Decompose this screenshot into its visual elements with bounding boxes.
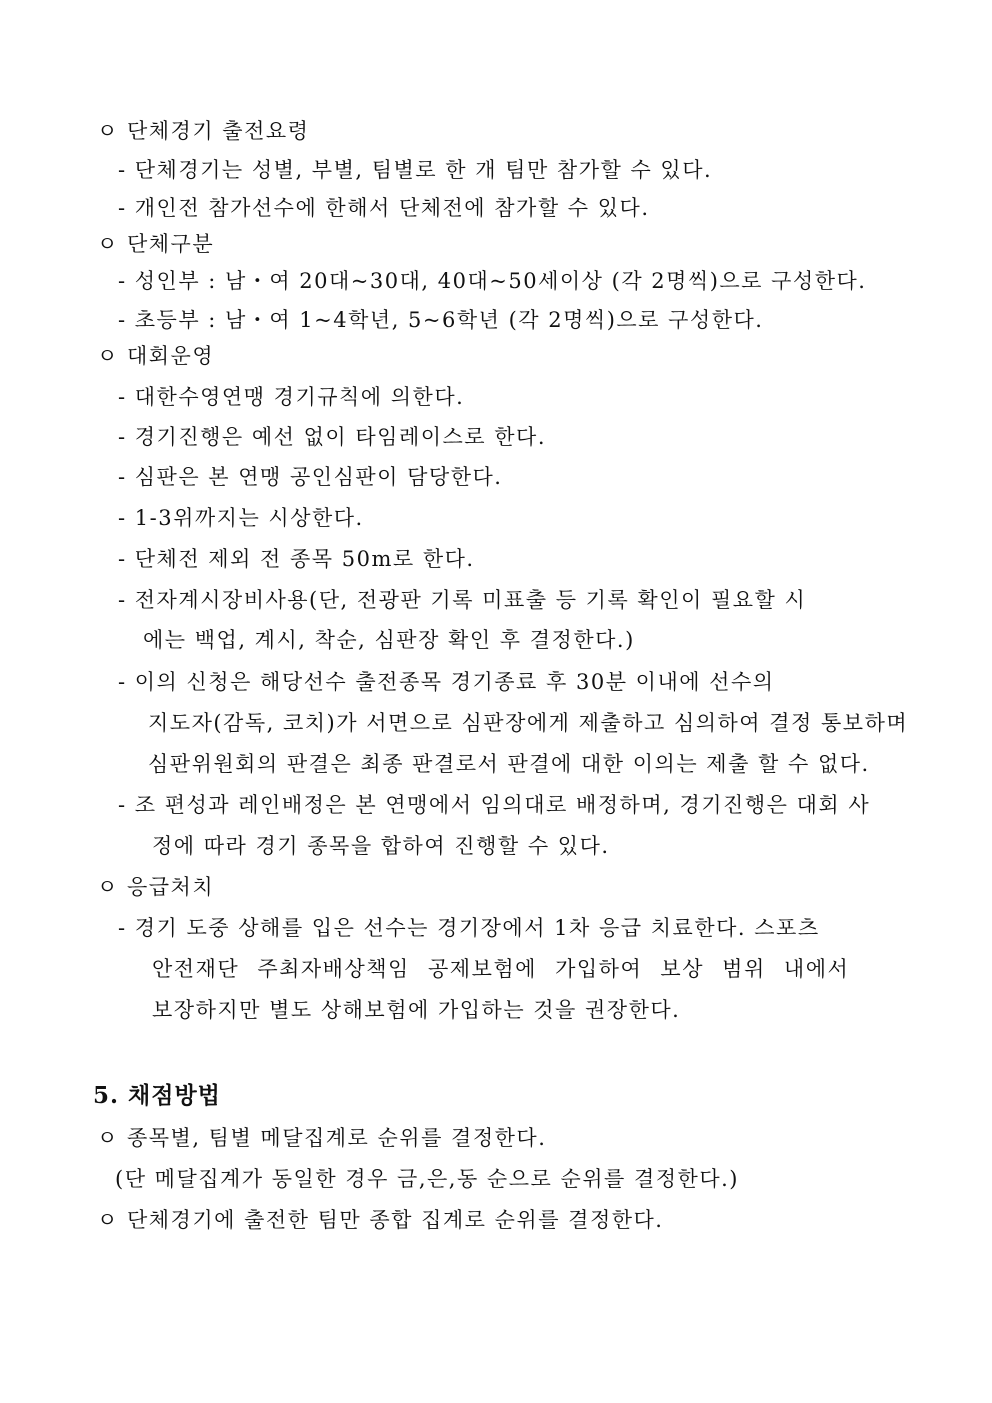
- list-item: - 전자계시장비사용(단, 전광판 기록 미표출 등 기록 확인이 필요할 시: [118, 588, 807, 612]
- list-item: ㅇ 단체경기에 출전한 팀만 종합 집계로 순위를 결정한다.: [97, 1208, 664, 1232]
- list-item: - 조 편성과 레인배정은 본 연맹에서 임의대로 배정하며, 경기진행은 대회 사: [118, 793, 871, 817]
- list-item: - 1-3위까지는 시상한다.: [118, 506, 364, 530]
- list-item-continuation: 안전재단 주최자배상책임 공제보험에 가입하여 보상 범위 내에서: [152, 957, 850, 981]
- list-item: ㅇ 종목별, 팀별 메달집계로 순위를 결정한다.: [97, 1126, 547, 1150]
- list-item: - 경기 도중 상해를 입은 선수는 경기장에서 1차 응급 치료한다. 스포츠: [118, 916, 820, 940]
- list-item-continuation: 정에 따라 경기 종목을 합하여 진행할 수 있다.: [152, 834, 610, 858]
- list-item: - 경기진행은 예선 없이 타임레이스로 한다.: [118, 425, 547, 449]
- list-item: - 단체전 제외 전 종목 50m로 한다.: [118, 547, 475, 571]
- list-item-continuation: 에는 백업, 계시, 착순, 심판장 확인 후 결정한다.): [143, 628, 635, 652]
- list-item: - 개인전 참가선수에 한해서 단체전에 참가할 수 있다.: [118, 196, 650, 220]
- list-item: - 대한수영연맹 경기규칙에 의한다.: [118, 385, 465, 409]
- list-item-continuation: 보장하지만 별도 상해보험에 가입하는 것을 권장한다.: [152, 998, 681, 1022]
- list-item: - 성인부 : 남・여 20대~30대, 40대~50세이상 (각 2명씩)으로 구성한다.: [118, 269, 867, 293]
- list-item-note: (단 메달집계가 동일한 경우 금,은,동 순으로 순위를 결정한다.): [115, 1167, 740, 1191]
- section-heading-scoring: 5. 채점방법: [93, 1082, 221, 1109]
- list-item-continuation: 지도자(감독, 코치)가 서면으로 심판장에게 제출하고 심의하여 결정 통보하며: [148, 711, 909, 735]
- section-title-team-division: ㅇ 단체구분: [97, 232, 215, 256]
- list-item: - 심판은 본 연맹 공인심판이 담당한다.: [118, 465, 503, 489]
- list-item: - 단체경기는 성별, 부별, 팀별로 한 개 팀만 참가할 수 있다.: [118, 158, 713, 182]
- list-item: - 초등부 : 남・여 1~4학년, 5~6학년 (각 2명씩)으로 구성한다.: [118, 308, 764, 332]
- list-item: - 이의 신청은 해당선수 출전종목 경기종료 후 30분 이내에 선수의: [118, 670, 775, 694]
- section-title-first-aid: ㅇ 응급처치: [97, 875, 215, 899]
- section-title-team-entry: ㅇ 단체경기 출전요령: [97, 119, 310, 143]
- section-title-operation: ㅇ 대회운영: [97, 344, 215, 368]
- list-item-continuation: 심판위원회의 판결은 최종 판결로서 판결에 대한 이의는 제출 할 수 없다.: [148, 752, 870, 776]
